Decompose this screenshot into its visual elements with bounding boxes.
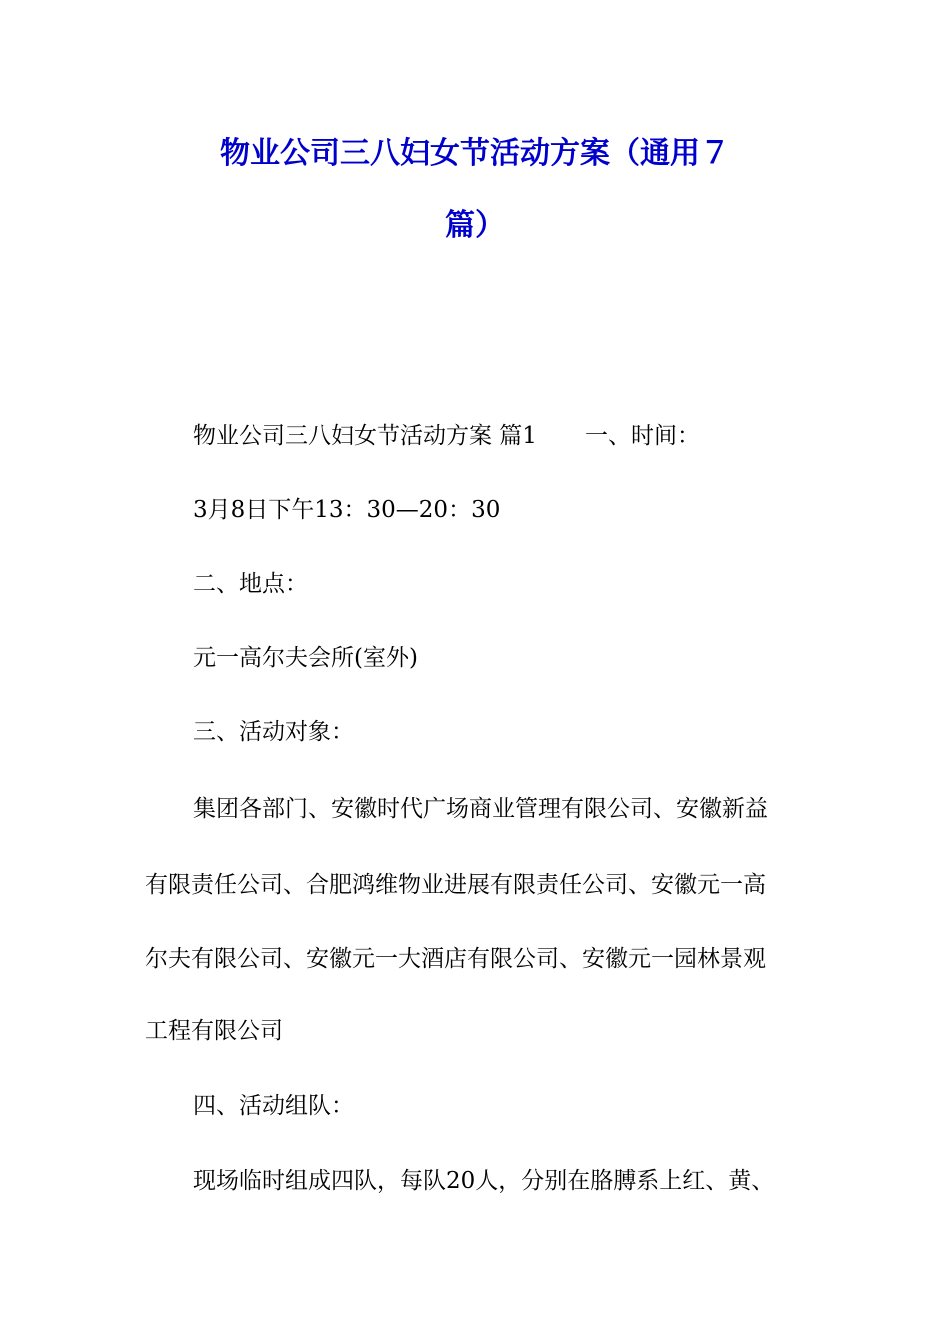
target-line-3: 尔夫有限公司、安徽元一大酒店有限公司、安徽元一园林景观 xyxy=(145,946,766,972)
place-value: 元一高尔夫会所(室外) xyxy=(193,645,418,671)
document-title-line-2: 篇） xyxy=(445,208,505,243)
team-heading: 四、活动组队： xyxy=(193,1093,354,1119)
place-heading: 二、地点： xyxy=(193,571,308,597)
time-value: 3月8日下午13：30—20：30 xyxy=(193,497,501,523)
target-line-2: 有限责任公司、合肥鸿维物业进展有限责任公司、安徽元一高 xyxy=(145,872,766,898)
target-line-4: 工程有限公司 xyxy=(145,1018,283,1044)
time-heading: 一、时间： xyxy=(584,423,700,449)
article-heading: 物业公司三八妇女节活动方案 篇1 xyxy=(193,423,537,449)
document-title-line-1: 物业公司三八妇女节活动方案（通用７ xyxy=(220,136,730,171)
target-line-1: 集团各部门、安徽时代广场商业管理有限公司、安徽新益 xyxy=(193,796,768,822)
section-heading-line xyxy=(193,421,700,451)
team-line-1: 现场临时组成四队，每队20人，分别在胳膊系上红、黄、 xyxy=(193,1168,775,1194)
target-heading: 三、活动对象： xyxy=(193,719,354,745)
